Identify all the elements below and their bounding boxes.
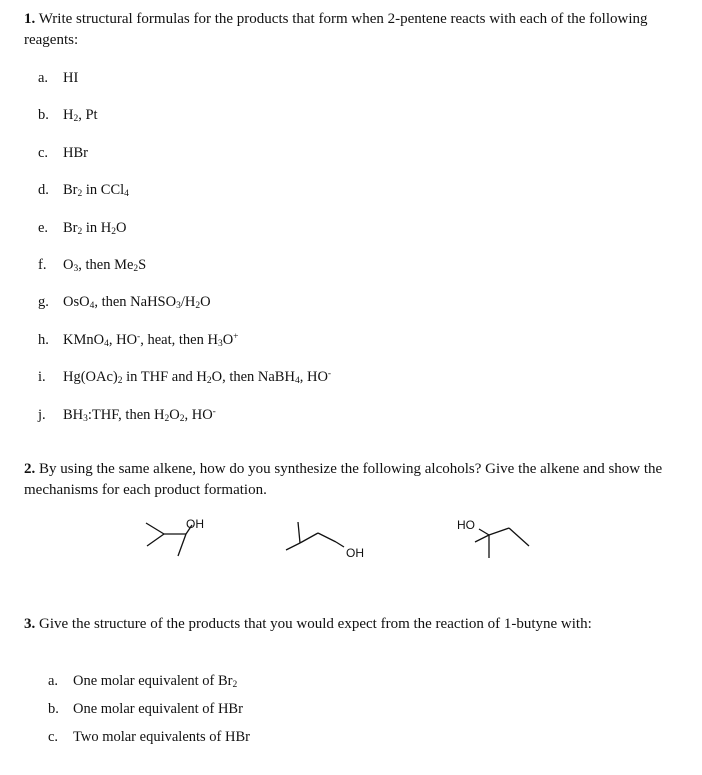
supscript: - xyxy=(212,407,216,417)
text-run: in CCl xyxy=(82,182,125,198)
text-run: One molar equivalent of HBr xyxy=(73,701,243,717)
text-run: O, then NaBH xyxy=(211,369,295,385)
item-text xyxy=(63,182,129,198)
text-run: :THF, then H xyxy=(87,407,165,423)
item-letter: h. xyxy=(38,332,49,348)
item-letter: d. xyxy=(38,182,49,198)
text-run: BH xyxy=(63,407,84,423)
subscript: 3 xyxy=(83,414,88,424)
oh-label: OH xyxy=(186,517,204,531)
subscript: 3 xyxy=(73,264,79,274)
text-run: Br xyxy=(63,182,78,198)
text-run: Two molar equivalents of HBr xyxy=(73,729,250,745)
question-text: Write structural formulas for the products that form when 2-pentene reacts with each of the following reagents: xyxy=(24,11,648,48)
alcohol-structure-1 xyxy=(140,512,220,567)
alcohol-structure-3 xyxy=(453,512,543,567)
list-item xyxy=(38,256,146,274)
text-run: O xyxy=(222,332,234,348)
list-item xyxy=(38,106,98,124)
text-run: HBr xyxy=(63,145,88,161)
item-letter: a. xyxy=(38,70,49,86)
text-run: in H xyxy=(82,220,112,236)
item-text xyxy=(63,294,211,310)
item-text xyxy=(63,257,146,273)
question-text: By using the same alkene, how do you synthesize the following alcohols? Give the alkene and show the mechanisms for each product formation. xyxy=(24,461,663,498)
list-item xyxy=(38,293,211,311)
oh-label: OH xyxy=(346,546,364,560)
text-run: , heat, then H xyxy=(140,332,218,348)
supscript: - xyxy=(327,369,332,379)
subscript: 2 xyxy=(232,680,238,690)
item-text xyxy=(63,369,331,385)
text-run: S xyxy=(138,257,147,273)
list-item xyxy=(48,700,243,718)
text-run: , Pt xyxy=(78,107,98,123)
subscript: 2 xyxy=(77,227,83,237)
item-text xyxy=(63,107,98,123)
subscript: 2 xyxy=(111,227,116,237)
text-run: in THF and H xyxy=(122,369,207,385)
item-letter: f. xyxy=(38,257,47,273)
text-run: OsO xyxy=(63,294,90,310)
subscript: 4 xyxy=(294,376,300,386)
list-item xyxy=(38,144,88,162)
subscript: 2 xyxy=(164,414,170,424)
text-run: HI xyxy=(63,70,79,86)
item-letter: b. xyxy=(48,701,59,717)
question-number: 2. xyxy=(24,461,36,477)
subscript: 3 xyxy=(176,301,181,311)
alcohol-structure-2 xyxy=(278,512,378,567)
list-item xyxy=(38,406,216,424)
ho-label: HO xyxy=(457,518,475,532)
item-text xyxy=(63,220,126,236)
subscript: 3 xyxy=(217,339,223,349)
item-text xyxy=(63,407,216,423)
list-item xyxy=(38,331,239,349)
subscript: 2 xyxy=(133,264,139,274)
text-run: Br xyxy=(63,220,78,236)
text-run: , then Me xyxy=(78,257,134,273)
item-letter: g. xyxy=(38,294,49,310)
subscript: 4 xyxy=(124,189,129,199)
list-item xyxy=(38,69,78,87)
item-text xyxy=(73,729,250,745)
text-run: O xyxy=(116,220,127,236)
item-letter: i. xyxy=(38,369,46,385)
text-run: , HO xyxy=(108,332,138,348)
item-letter: a. xyxy=(48,673,59,689)
question-text: Give the structure of the products that you would expect from the reaction of 1-butyne with: xyxy=(39,616,592,632)
subscript: 2 xyxy=(77,189,83,199)
question-3-heading xyxy=(24,614,674,635)
item-letter: c. xyxy=(38,145,49,161)
text-run: , then NaHSO xyxy=(94,294,177,310)
item-text xyxy=(63,332,239,348)
item-text xyxy=(73,701,243,717)
question-2-heading xyxy=(24,459,674,501)
item-letter: j. xyxy=(38,407,46,423)
text-run: O xyxy=(63,257,74,273)
subscript: 4 xyxy=(89,301,95,311)
subscript: 2 xyxy=(179,414,185,424)
text-run: Hg(OAc) xyxy=(63,369,118,385)
question-1-heading xyxy=(24,9,674,51)
text-run: , HO xyxy=(184,407,213,423)
list-item xyxy=(38,181,129,199)
text-run: KMnO xyxy=(63,332,105,348)
text-run: O xyxy=(169,407,180,423)
list-item xyxy=(38,219,126,237)
subscript: 4 xyxy=(104,339,109,349)
list-item xyxy=(48,672,237,690)
item-letter: b. xyxy=(38,107,49,123)
subscript: 2 xyxy=(195,301,201,311)
text-run: /H xyxy=(180,294,196,310)
subscript: 2 xyxy=(73,114,79,124)
item-text xyxy=(63,145,88,161)
item-letter: c. xyxy=(48,729,59,745)
list-item xyxy=(38,368,331,386)
list-item xyxy=(48,728,250,746)
text-run: O xyxy=(200,294,211,310)
supscript: + xyxy=(233,332,239,342)
text-run: , HO xyxy=(299,369,328,385)
item-text xyxy=(73,673,237,689)
text-run: One molar equivalent of Br xyxy=(73,673,233,689)
text-run: H xyxy=(63,107,74,123)
subscript: 2 xyxy=(117,376,123,386)
subscript: 2 xyxy=(206,376,212,386)
question-number: 3. xyxy=(24,616,36,632)
question-number: 1. xyxy=(24,11,36,27)
supscript: - xyxy=(137,332,141,342)
item-letter: e. xyxy=(38,220,49,236)
item-text xyxy=(63,70,78,86)
